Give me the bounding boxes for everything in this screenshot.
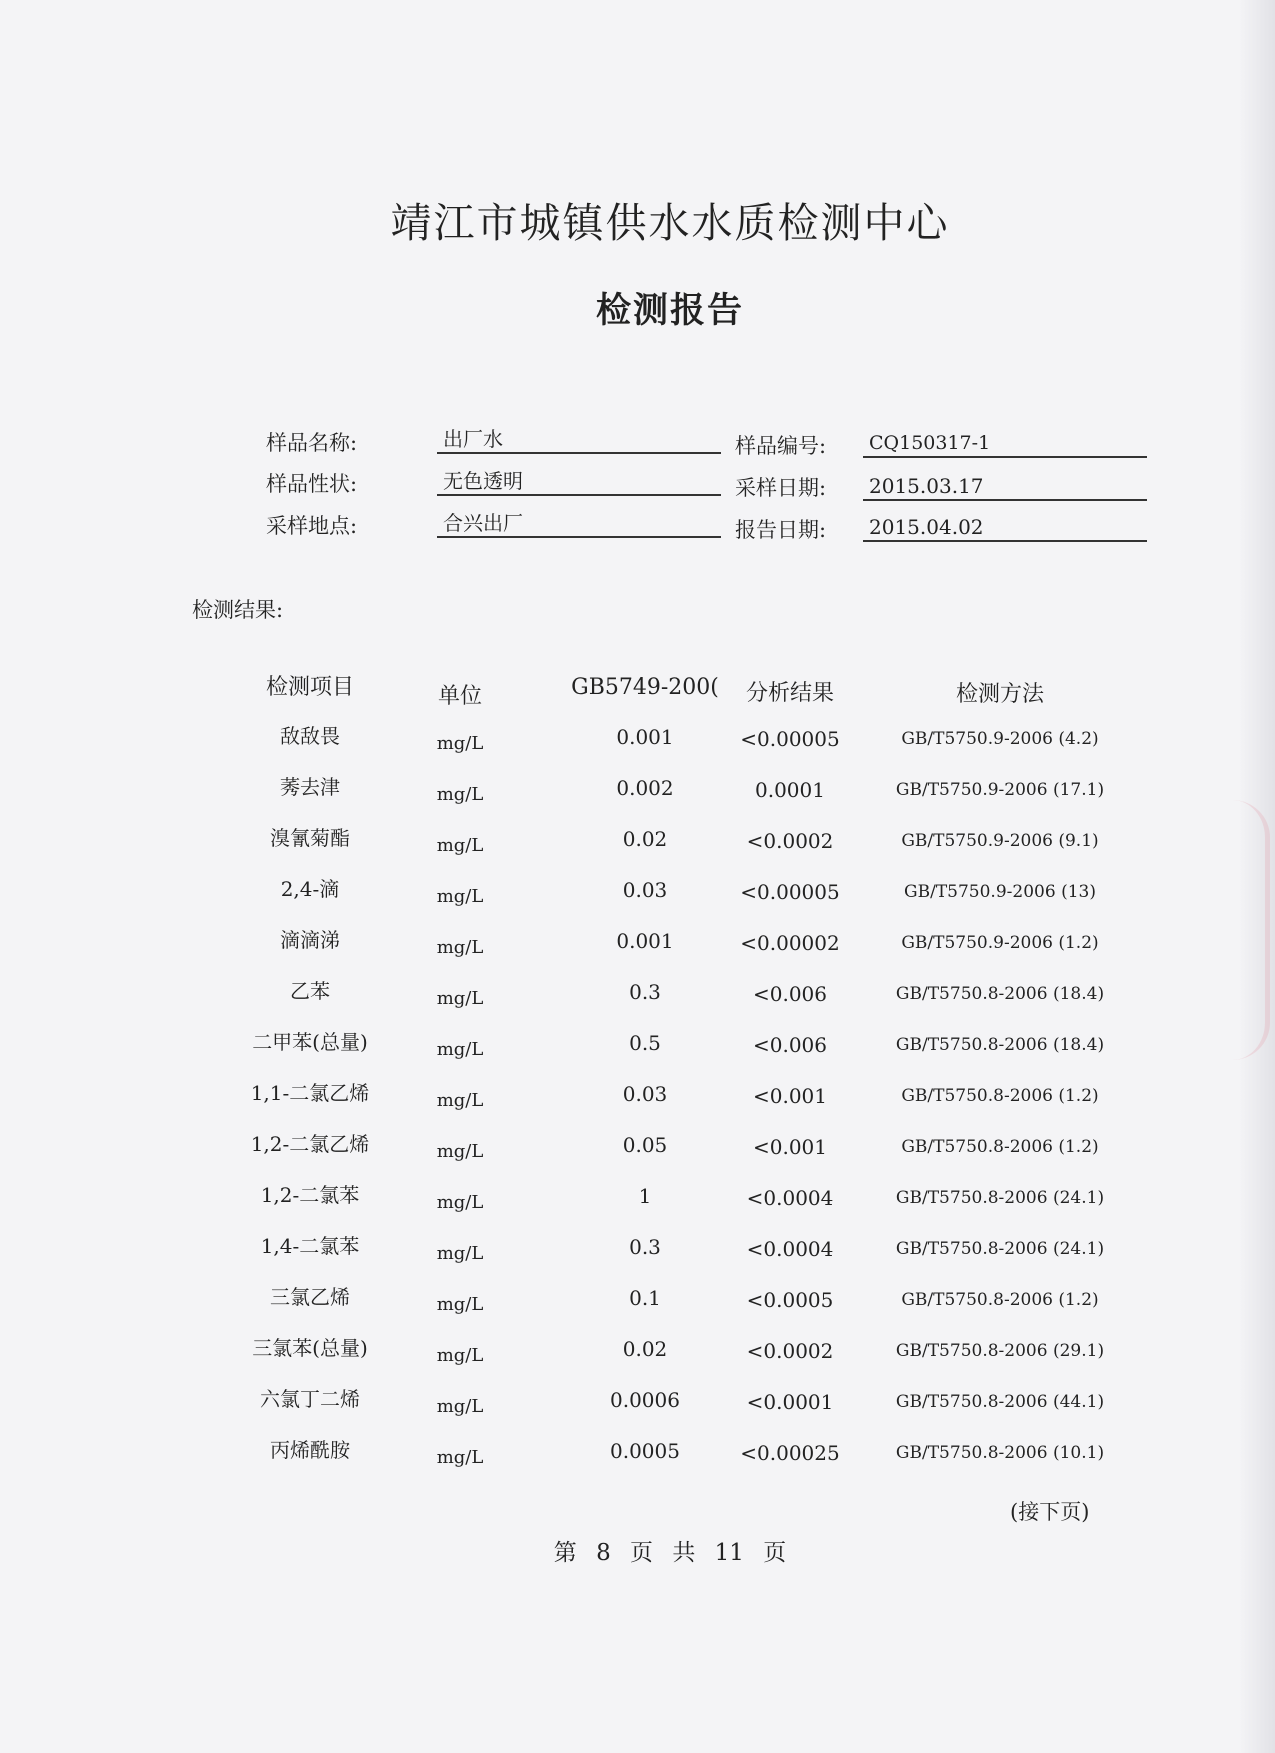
limit-value: 0.02 [622, 1337, 668, 1361]
method: GB/T5750.9-2006 (13) [904, 882, 1096, 902]
method: GB/T5750.8-2006 (29.1) [895, 1341, 1105, 1361]
result-value: <0.001 [752, 1135, 827, 1159]
unit: mg/L [436, 1447, 484, 1468]
unit: mg/L [436, 1345, 484, 1366]
item-name: 滴滴涕 [280, 928, 340, 952]
limit-value: 0.05 [622, 1133, 668, 1157]
item-name: 乙苯 [290, 979, 330, 1003]
sample-name-value: 出厂水 [437, 424, 721, 454]
sampling-site-label: 采样地点: [266, 514, 358, 538]
limit-value: 1 [638, 1184, 652, 1208]
limit-value: 0.02 [622, 827, 668, 851]
result-value: <0.0005 [746, 1288, 834, 1312]
col-header-limit: GB5749-200( [571, 675, 719, 700]
page-number: 第 8 页 共 11 页 [553, 1540, 787, 1566]
unit: mg/L [436, 733, 484, 754]
method: GB/T5750.8-2006 (18.4) [895, 1035, 1105, 1055]
item-name: 溴氰菊酯 [270, 826, 350, 850]
method: GB/T5750.8-2006 (44.1) [895, 1392, 1105, 1412]
limit-value: 0.001 [616, 725, 674, 749]
unit: mg/L [436, 1243, 484, 1264]
col-header-unit: 单位 [437, 684, 482, 709]
unit: mg/L [436, 988, 484, 1009]
limit-value: 0.002 [616, 776, 674, 800]
unit: mg/L [436, 1294, 484, 1315]
col-header-item: 检测项目 [265, 675, 354, 700]
limit-value: 0.3 [629, 980, 661, 1004]
result-value: <0.006 [752, 982, 827, 1006]
unit: mg/L [436, 1141, 484, 1162]
item-name: 三氯乙烯 [270, 1285, 350, 1309]
sample-state-value: 无色透明 [437, 466, 721, 496]
method: GB/T5750.8-2006 (24.1) [895, 1239, 1105, 1259]
sample-no-label: 样品编号: [735, 434, 827, 458]
method: GB/T5750.9-2006 (17.1) [895, 780, 1105, 800]
result-value: <0.0004 [746, 1186, 834, 1210]
item-name: 丙烯酰胺 [270, 1438, 350, 1462]
limit-value: 0.001 [616, 929, 674, 953]
limit-value: 0.1 [629, 1286, 661, 1310]
result-value: <0.00025 [740, 1441, 840, 1465]
item-name: 1,2-二氯苯 [260, 1183, 360, 1207]
method: GB/T5750.9-2006 (1.2) [901, 933, 1099, 953]
result-value: <0.0002 [746, 829, 834, 853]
item-name: 三氯苯(总量) [252, 1336, 368, 1360]
sample-name-label: 样品名称: [266, 431, 358, 455]
sample-no-value: CQ150317-1 [863, 428, 1147, 458]
result-value: <0.0001 [746, 1390, 834, 1414]
result-value: <0.006 [752, 1033, 827, 1057]
item-name: 敌敌畏 [280, 724, 340, 748]
unit: mg/L [436, 1396, 484, 1417]
unit: mg/L [436, 1039, 484, 1060]
sampling-date-value: 2015.03.17 [863, 471, 1147, 501]
limit-value: 0.5 [629, 1031, 661, 1055]
unit: mg/L [436, 886, 484, 907]
item-name: 1,2-二氯乙烯 [250, 1132, 370, 1156]
report-date-value: 2015.04.02 [863, 512, 1147, 542]
method: GB/T5750.8-2006 (10.1) [895, 1443, 1105, 1463]
continued-note: (接下页) [1010, 1500, 1090, 1524]
org-title: 靖江市城镇供水水质检测中心 [390, 199, 950, 247]
item-name: 2,4-滴 [280, 877, 340, 901]
unit: mg/L [436, 1090, 484, 1111]
item-name: 1,4-二氯苯 [260, 1234, 360, 1258]
limit-value: 0.3 [629, 1235, 661, 1259]
result-value: <0.00005 [740, 880, 840, 904]
unit: mg/L [436, 784, 484, 805]
result-value: <0.001 [752, 1084, 827, 1108]
result-value: 0.0001 [755, 778, 825, 802]
report-date-label: 报告日期: [735, 518, 827, 542]
limit-value: 0.03 [622, 878, 668, 902]
method: GB/T5750.9-2006 (4.2) [901, 729, 1099, 749]
item-name: 莠去津 [280, 775, 340, 799]
sampling-date-label: 采样日期: [735, 476, 827, 500]
method: GB/T5750.9-2006 (9.1) [901, 831, 1099, 851]
col-header-result: 分析结果 [745, 681, 834, 706]
result-value: <0.00005 [740, 727, 840, 751]
report-title: 检测报告 [595, 290, 744, 331]
sample-state-label: 样品性状: [266, 472, 358, 496]
sampling-site-value: 合兴出厂 [437, 508, 721, 538]
item-name: 1,1-二氯乙烯 [250, 1081, 370, 1105]
unit: mg/L [436, 937, 484, 958]
limit-value: 0.03 [622, 1082, 668, 1106]
result-value: <0.0004 [746, 1237, 834, 1261]
method: GB/T5750.8-2006 (18.4) [895, 984, 1105, 1004]
unit: mg/L [436, 1192, 484, 1213]
col-header-method: 检测方法 [955, 682, 1044, 707]
results-label: 检测结果: [192, 598, 284, 622]
limit-value: 0.0005 [610, 1439, 680, 1463]
method: GB/T5750.8-2006 (1.2) [901, 1290, 1099, 1310]
seal-trace [1195, 800, 1270, 1060]
method: GB/T5750.8-2006 (1.2) [901, 1086, 1099, 1106]
unit: mg/L [436, 835, 484, 856]
limit-value: 0.0006 [610, 1388, 680, 1412]
item-name: 六氯丁二烯 [260, 1387, 360, 1411]
method: GB/T5750.8-2006 (24.1) [895, 1188, 1105, 1208]
method: GB/T5750.8-2006 (1.2) [901, 1137, 1099, 1157]
item-name: 二甲苯(总量) [252, 1030, 368, 1054]
result-value: <0.0002 [746, 1339, 834, 1363]
result-value: <0.00002 [740, 931, 840, 955]
